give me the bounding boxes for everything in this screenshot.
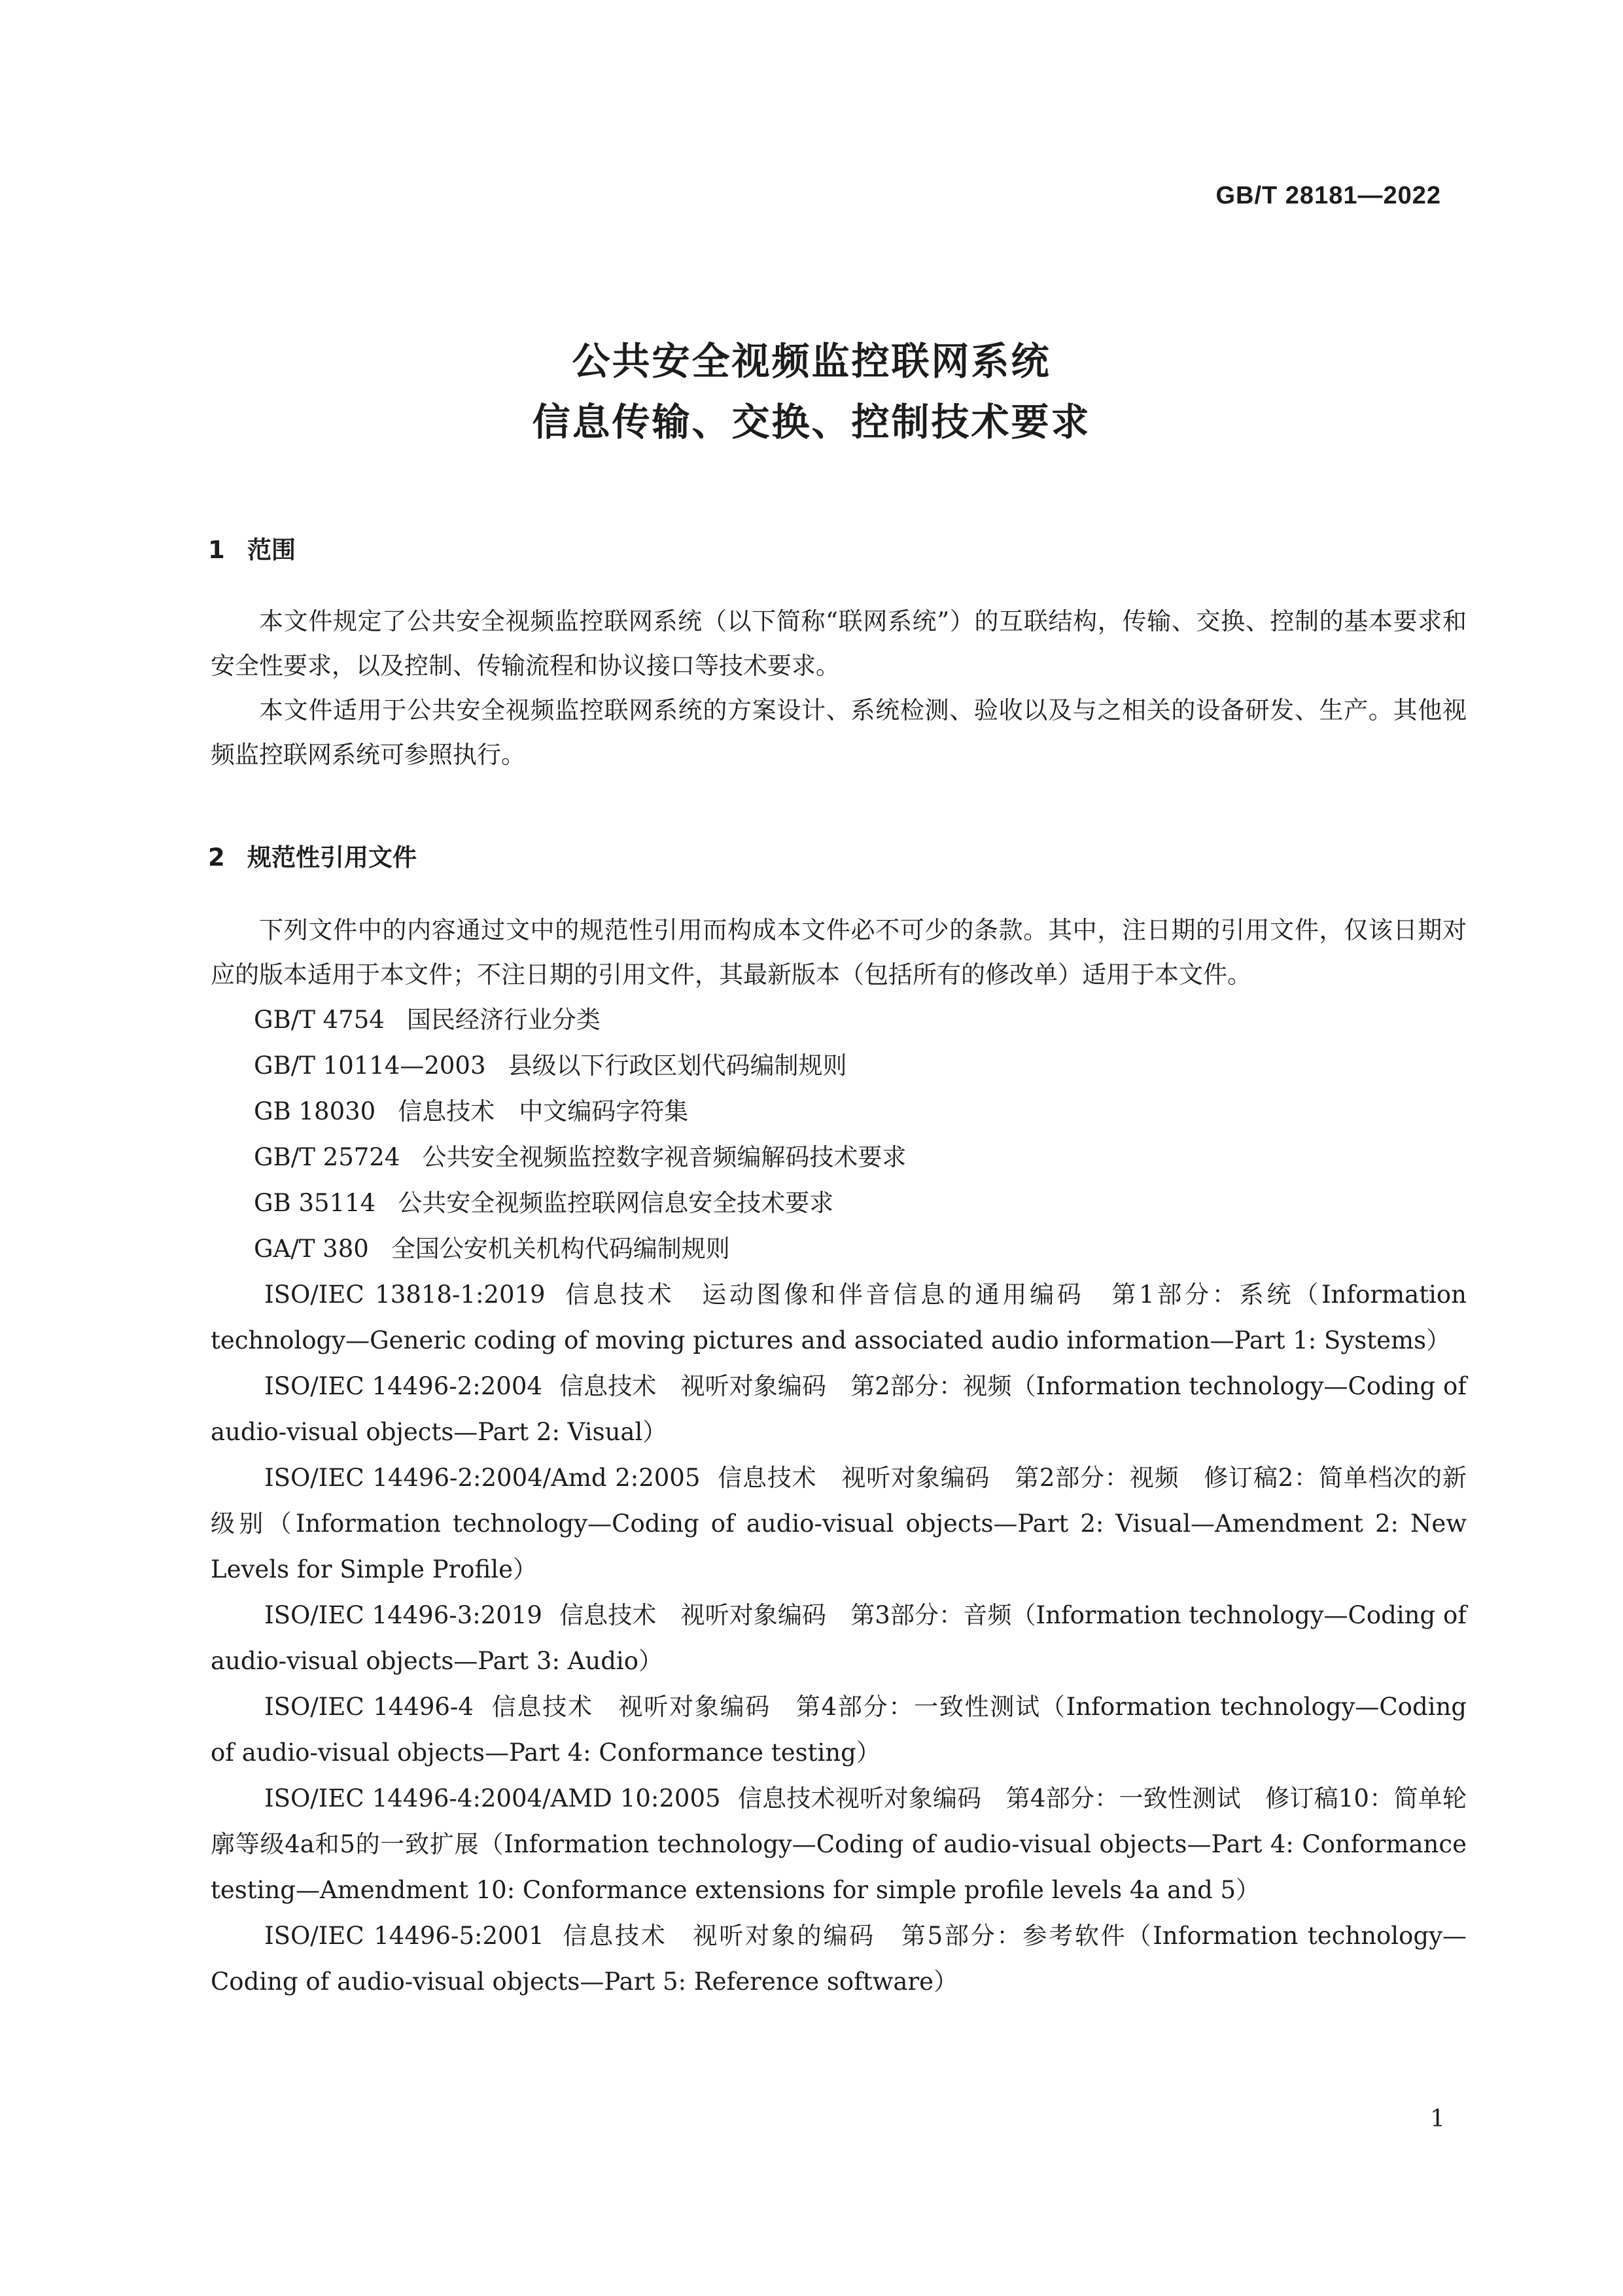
reference-code: GB/T 10114—2003 bbox=[254, 1051, 486, 1080]
reference-code: ISO/IEC 14496-2:2004/Amd 2:2005 bbox=[264, 1464, 701, 1492]
section-number: 2 bbox=[208, 843, 225, 872]
section-heading-scope bbox=[208, 530, 296, 565]
reference-entry bbox=[254, 1135, 1467, 1180]
document-title-line-2: 信息传输、交换、控制技术要求 bbox=[532, 400, 1091, 444]
reference-title: 信息技术 视听对象编码 第2部分：视频 修订稿2：简单档次的新级别（Information technology—Coding of audio-visual objects—Part 2: Visual—Amendment 2: New Levels for Simple Profile） bbox=[211, 1464, 1467, 1583]
normative-references-body bbox=[211, 908, 1467, 2005]
reference-title: 公共安全视频监控联网信息安全技术要求 bbox=[398, 1189, 834, 1217]
reference-code: GB/T 4754 bbox=[254, 1006, 385, 1034]
reference-title: 信息技术视听对象编码 第4部分：一致性测试 修订稿10：简单轮廓等级4a和5的一致扩展（Information technology—Coding of audio-visual objects—Part 4: Conformance testing—Amendment 10: Conformance extensions for simple profile levels 4a and 5） bbox=[211, 1784, 1467, 1904]
reference-title: 国民经济行业分类 bbox=[406, 1006, 601, 1034]
reference-title: 信息技术 中文编码字符集 bbox=[398, 1097, 689, 1125]
reference-code: ISO/IEC 14496-4 bbox=[264, 1693, 474, 1721]
section-title: 范围 bbox=[247, 536, 296, 564]
paragraph: 本文件规定了公共安全视频监控联网系统（以下简称“联网系统”）的互联结构，传输、交换、控制的基本要求和安全性要求，以及控制、传输流程和协议接口等技术要求。 bbox=[211, 607, 1467, 680]
scope-body bbox=[211, 599, 1467, 777]
reference-code: ISO/IEC 14496-5:2001 bbox=[264, 1922, 544, 1950]
section-title: 规范性引用文件 bbox=[247, 843, 417, 872]
reference-code: ISO/IEC 13818-1:2019 bbox=[264, 1280, 546, 1309]
reference-entry bbox=[254, 1180, 1467, 1226]
paragraph: 本文件适用于公共安全视频监控联网系统的方案设计、系统检测、验收以及与之相关的设备研发、生产。其他视频监控联网系统可参照执行。 bbox=[211, 696, 1467, 769]
reference-entry bbox=[211, 1593, 1467, 1684]
reference-entry bbox=[254, 1089, 1467, 1135]
reference-code: ISO/IEC 14496-2:2004 bbox=[264, 1372, 542, 1400]
reference-title: 全国公安机关机构代码编制规则 bbox=[391, 1235, 730, 1263]
reference-code: GB 18030 bbox=[254, 1097, 376, 1125]
reference-code: ISO/IEC 14496-3:2019 bbox=[264, 1601, 542, 1629]
reference-code: GA/T 380 bbox=[254, 1235, 369, 1263]
document-title-line-1: 公共安全视频监控联网系统 bbox=[572, 339, 1051, 383]
paragraph: 下列文件中的内容通过文中的规范性引用而构成本文件必不可少的条款。其中，注日期的引用文件，仅该日期对应的版本适用于本文件；不注日期的引用文件，其最新版本（包括所有的修改单）适用于本文件。 bbox=[211, 916, 1467, 989]
reference-entry bbox=[211, 1684, 1467, 1776]
reference-title: 信息技术 视听对象编码 第4部分：一致性测试（Information technology—Coding of audio-visual objects—Part 4: Conformance testing） bbox=[211, 1693, 1467, 1767]
standard-code: GB/T 28181—2022 bbox=[1215, 182, 1441, 209]
reference-code: GB/T 25724 bbox=[254, 1143, 400, 1171]
reference-entry bbox=[254, 1226, 1467, 1272]
reference-entry bbox=[254, 1043, 1467, 1089]
reference-title: 信息技术 视听对象的编码 第5部分：参考软件（Information technology—Coding of audio-visual objects—Part 5: Reference software） bbox=[211, 1922, 1467, 1996]
reference-entry bbox=[211, 1272, 1467, 1364]
section-number: 1 bbox=[208, 536, 225, 564]
reference-title: 信息技术 视听对象编码 第2部分：视频（Information technology—Coding of audio-visual objects—Part 2: Visual） bbox=[211, 1372, 1467, 1446]
reference-title: 县级以下行政区划代码编制规则 bbox=[508, 1051, 847, 1080]
reference-title: 公共安全视频监控数字视音频编解码技术要求 bbox=[422, 1143, 907, 1171]
reference-code: ISO/IEC 14496-4:2004/AMD 10:2005 bbox=[264, 1784, 721, 1812]
section-heading-normative-references bbox=[208, 838, 417, 873]
reference-entry bbox=[211, 1776, 1467, 1913]
reference-entry bbox=[211, 1364, 1467, 1455]
reference-entry bbox=[254, 997, 1467, 1043]
reference-entry bbox=[211, 1455, 1467, 1593]
reference-title: 信息技术 视听对象编码 第3部分：音频（Information technology—Coding of audio-visual objects—Part 3: Audio） bbox=[211, 1601, 1467, 1675]
reference-title: 信息技术 运动图像和伴音信息的通用编码 第1部分：系统（Information technology—Generic coding of moving pictures and associated audio information—Part 1: Systems） bbox=[211, 1280, 1467, 1354]
reference-code: GB 35114 bbox=[254, 1189, 376, 1217]
reference-entry bbox=[211, 1913, 1467, 2005]
page-number: 1 bbox=[1430, 2106, 1445, 2132]
